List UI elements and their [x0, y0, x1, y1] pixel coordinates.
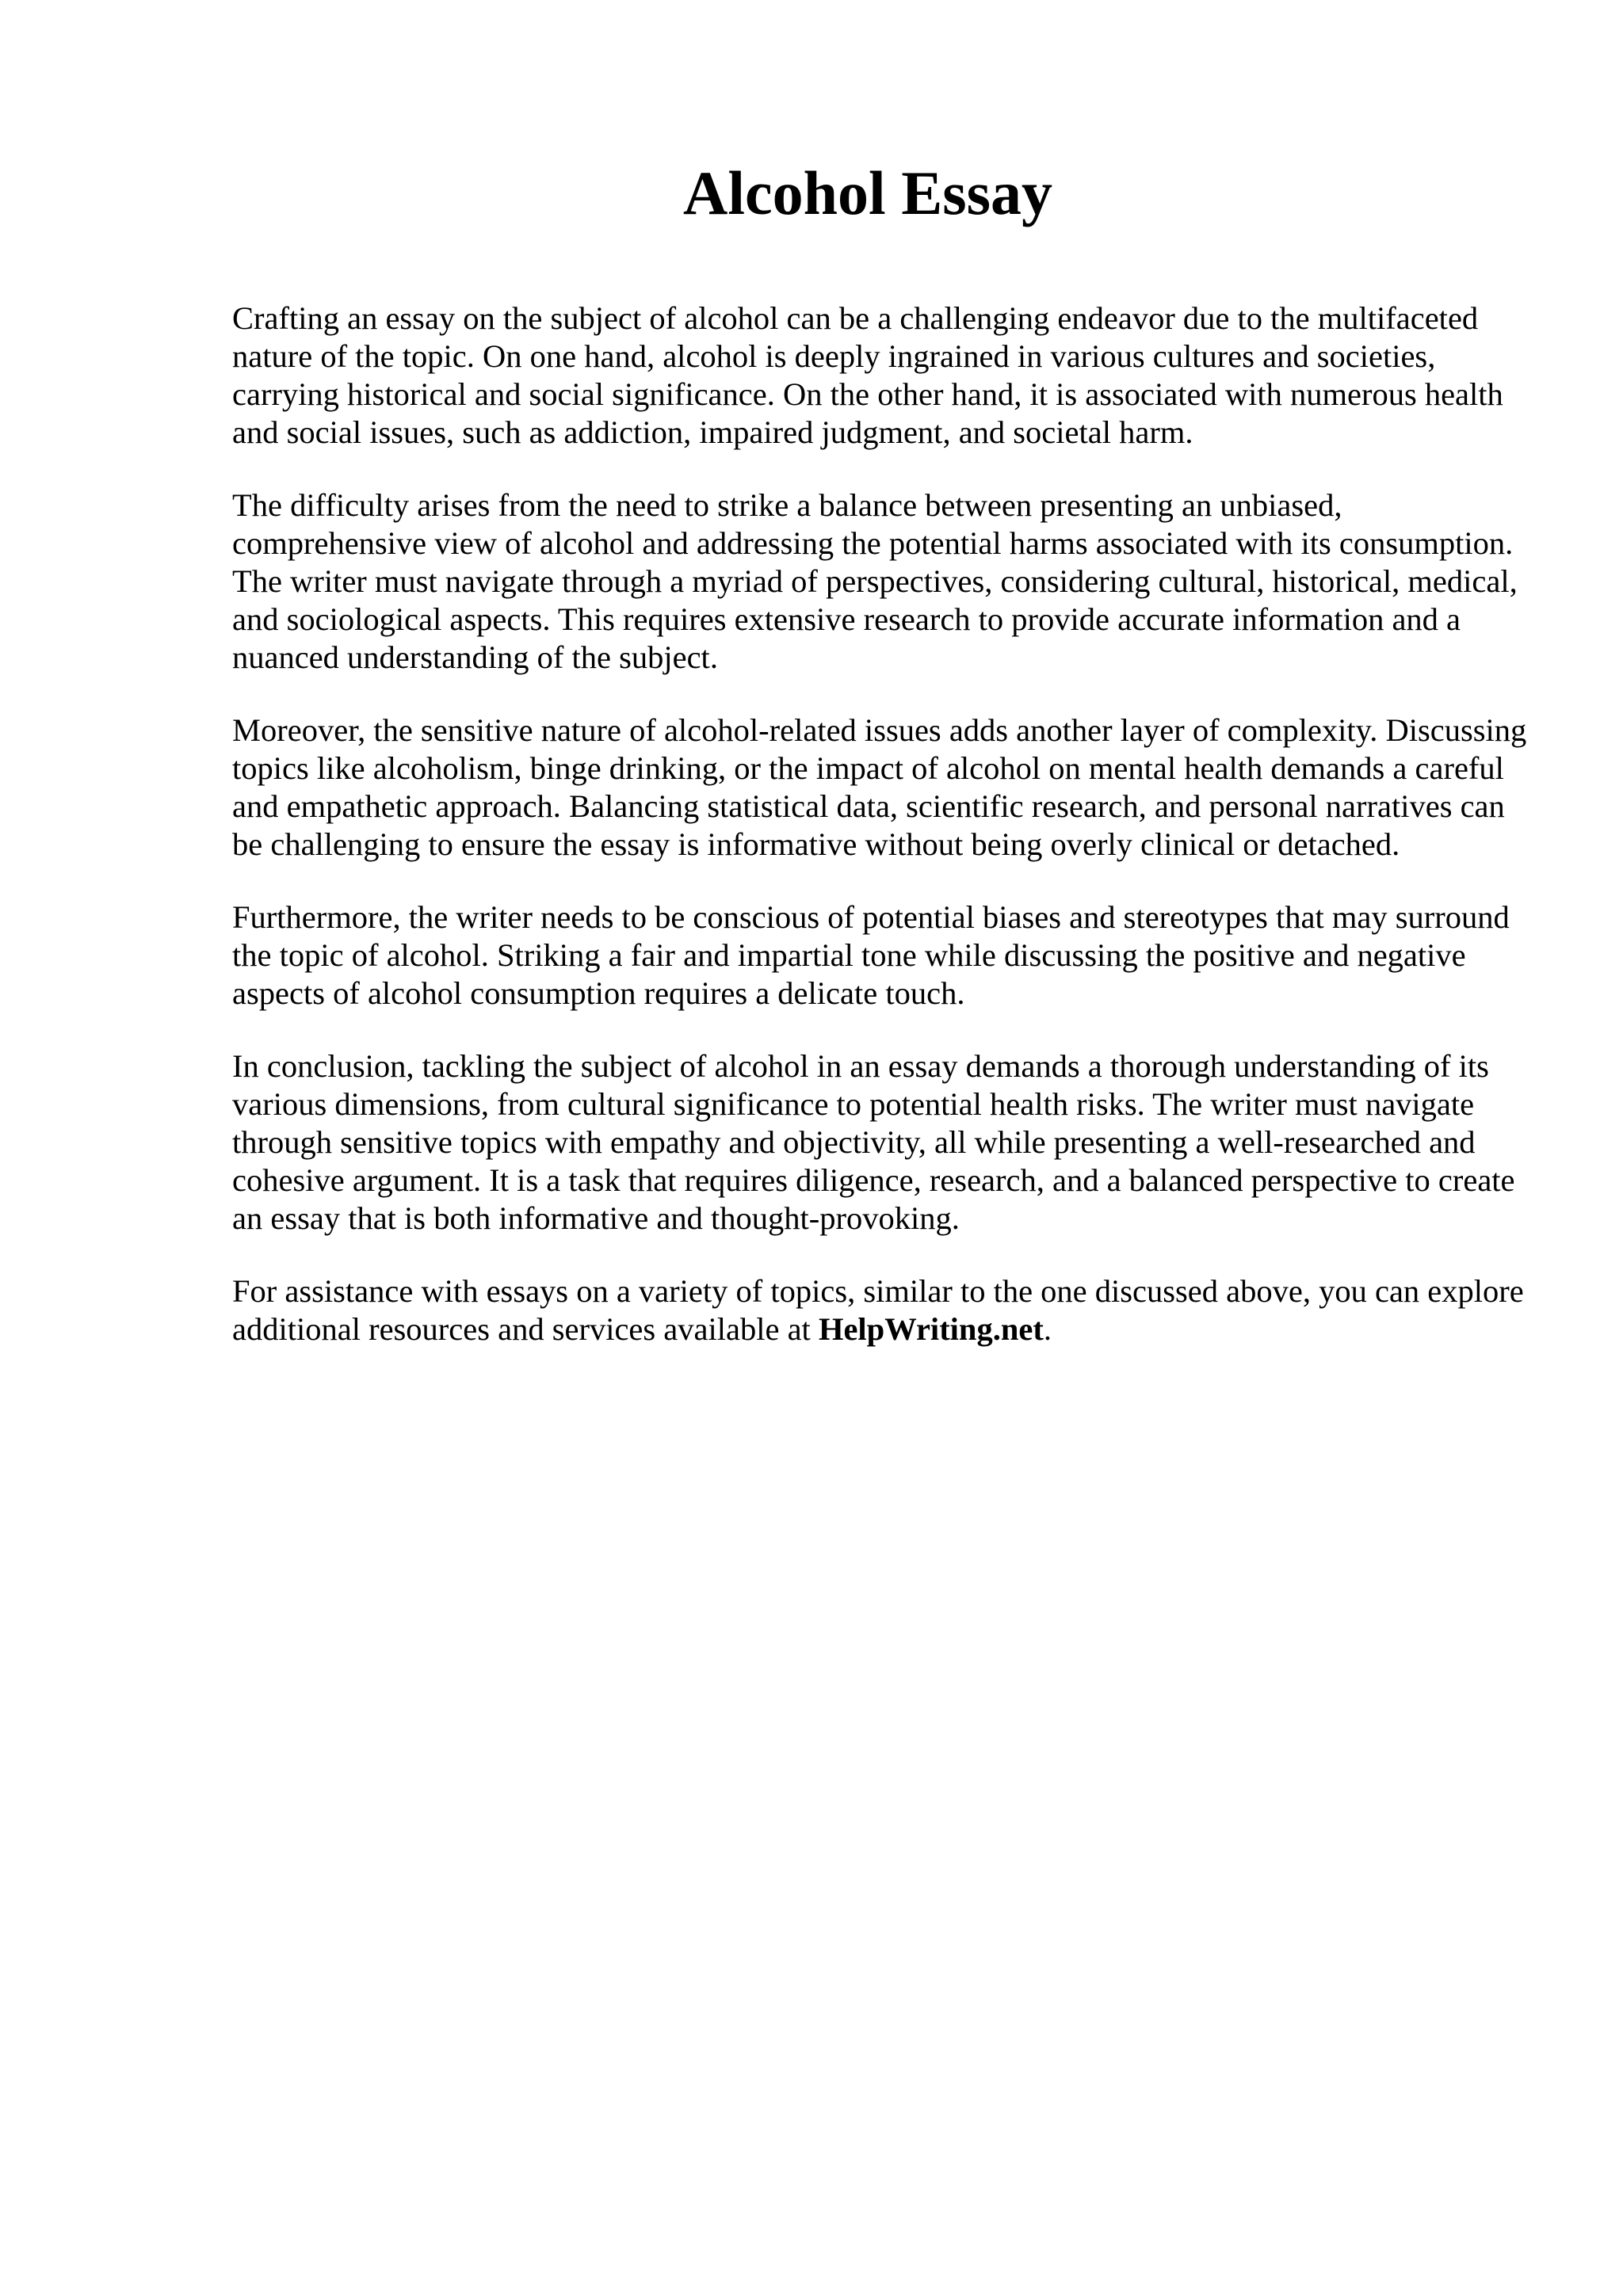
- paragraph-conclusion: In conclusion, tackling the subject of alcohol in an essay demands a thorough understanding of its various dimensions, from cultural significance to potential health risks. The writer must navigate through sensitive topics with empathy and objectivity, all while presenting a well-researched and cohesive argument. It is a task that requires diligence, research, and a balanced perspective to create an essay that is both informative and thought-provoking.: [232, 1048, 1515, 1236]
- document-title: Alcohol Essay: [683, 158, 1052, 227]
- paragraph-biases: Furthermore, the writer needs to be conscious of potential biases and stereotypes that may surround the topic of alcohol. Striking a fair and impartial tone while discussing the positive and negative aspects of alcohol consumption requires a delicate touch.: [232, 899, 1510, 1011]
- closing-text: For assistance with essays on a variety of topics, similar to the one discussed above, you can explore additional resources and services available at: [232, 1273, 1524, 1347]
- paragraph-intro: Crafting an essay on the subject of alcohol can be a challenging endeavor due to the multifaceted nature of the topic. On one hand, alcohol is deeply ingrained in various cultures and societies, carrying historical and social significance. On the other hand, it is associated with numerous health and social issues, such as addiction, impaired judgment, and societal harm.: [232, 300, 1503, 450]
- essay-body: [232, 299, 1532, 1348]
- paragraph-closing: [232, 1272, 1532, 1348]
- closing-suffix: .: [1043, 1311, 1052, 1347]
- paragraph-sensitivity: Moreover, the sensitive nature of alcohol-related issues adds another layer of complexity. Discussing topics like alcoholism, binge drinking, or the impact of alcohol on mental health demands a careful and empathetic approach. Balancing statistical data, scientific research, and personal narratives can be challenging to ensure the essay is informative without being overly clinical or detached.: [232, 712, 1527, 862]
- paragraph-difficulty: The difficulty arises from the need to strike a balance between presenting an unbiased, comprehensive view of alcohol and addressing the potential harms associated with its consumption. The writer must navigate through a myriad of perspectives, considering cultural, historical, medical, and sociological aspects. This requires extensive research to provide accurate information and a nuanced understanding of the subject.: [232, 487, 1518, 675]
- brand-name: HelpWriting.net: [818, 1311, 1044, 1347]
